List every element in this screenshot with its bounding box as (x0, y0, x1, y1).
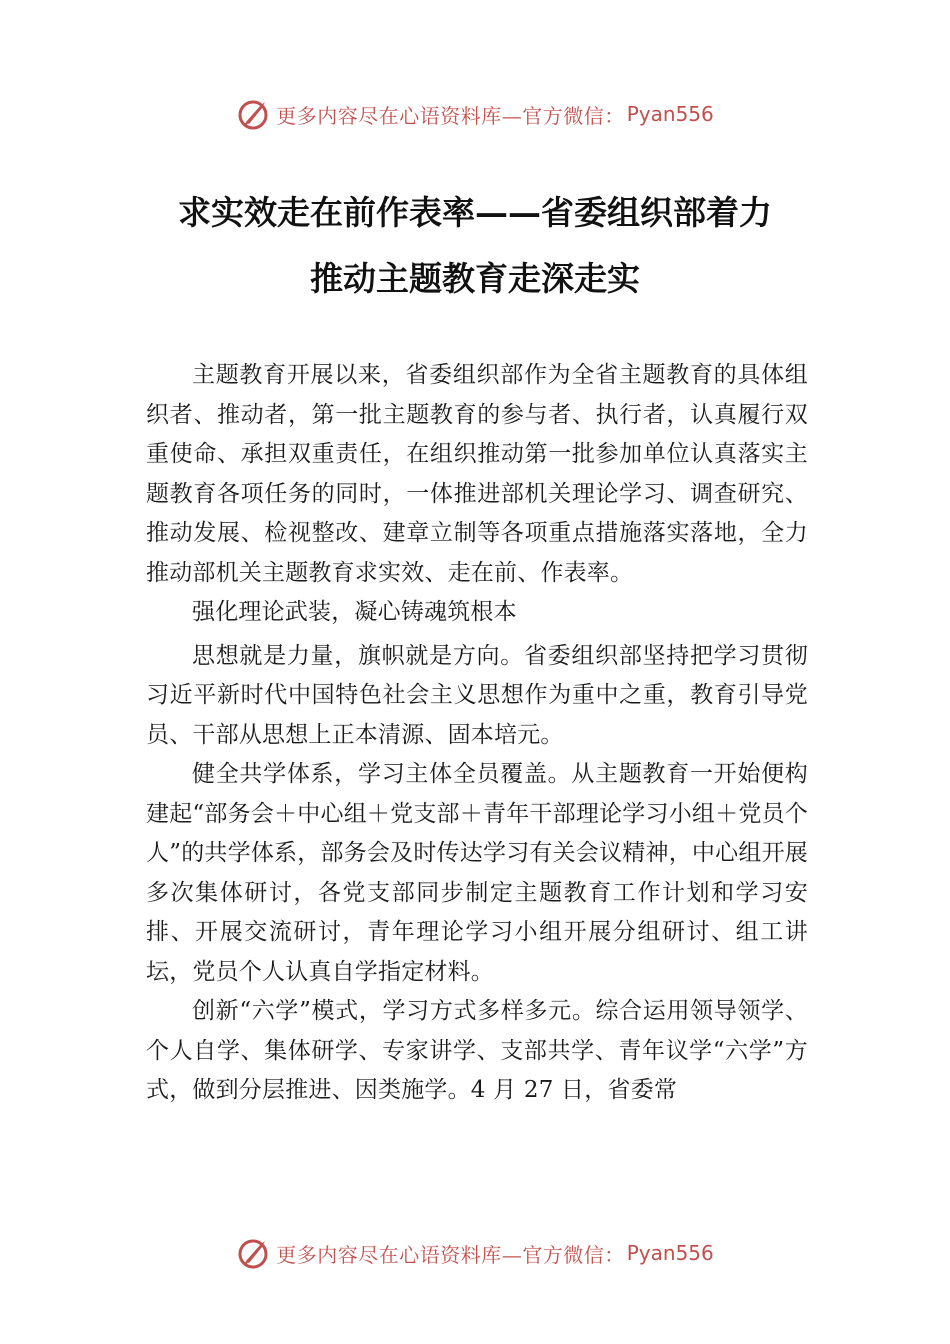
paragraph-intro: 主题教育开展以来，省委组织部作为全省主题教育的具体组织者、推动者，第一批主题教育的参与者、执行者，认真履行双重使命、承担双重责任，在组织推动第一批参加单位认真落实主题教育各项任务的同时，一体推进部机关理论学习、调查研究、推动发展、检视整改、建章立制等各项重点措施落实落地，全力推动部机关主题教育求实效、走在前、作表率。 (146, 362, 808, 586)
banner-text: 更多内容尽在心语资料库—官方微信： (276, 1242, 625, 1267)
paragraph: 健全共学体系，学习主体全员覆盖。从主题教育一开始便构建起“部务会＋中心组＋党支部＋青年干部理论学习小组＋党员个人”的共学体系，部务会及时传达学习有关会议精神，中心组开展多次集体研讨，各党支部同步制定主题教育工作计划和学习安排、开展交流研讨，青年理论学习小组开展分组研讨、组工讲坛，党员个人认真自学指定材料。 (146, 761, 808, 985)
banner-wechat-id: Pyan556 (626, 102, 714, 126)
title-line-1: 求实效走在前作表率——省委组织部着力 (178, 193, 772, 232)
pen-logo-icon (236, 1235, 272, 1271)
banner-text: 更多内容尽在心语资料库—官方微信： (276, 103, 625, 128)
document-body (146, 356, 808, 1111)
paragraph: 创新“六学”模式，学习方式多样多元。综合运用领导领学、个人自学、集体研学、专家讲学、支部共学、青年议学“六学”方式，做到分层推进、因类施学。4 月 27 日，省委常 (146, 998, 808, 1103)
banner-wechat-id: Pyan556 (626, 1241, 714, 1265)
document-title (100, 180, 850, 312)
pen-logo-icon (236, 96, 272, 132)
footer-banner (0, 1233, 950, 1273)
section-heading: 强化理论武装，凝心铸魂筑根本 (192, 599, 517, 625)
paragraph: 思想就是力量，旗帜就是方向。省委组织部坚持把学习贯彻习近平新时代中国特色社会主义思想作为重中之重，教育引导党员、干部从思想上正本清源、固本培元。 (146, 642, 808, 748)
title-line-2: 推动主题教育走深走实 (310, 259, 640, 298)
header-banner (0, 94, 950, 134)
